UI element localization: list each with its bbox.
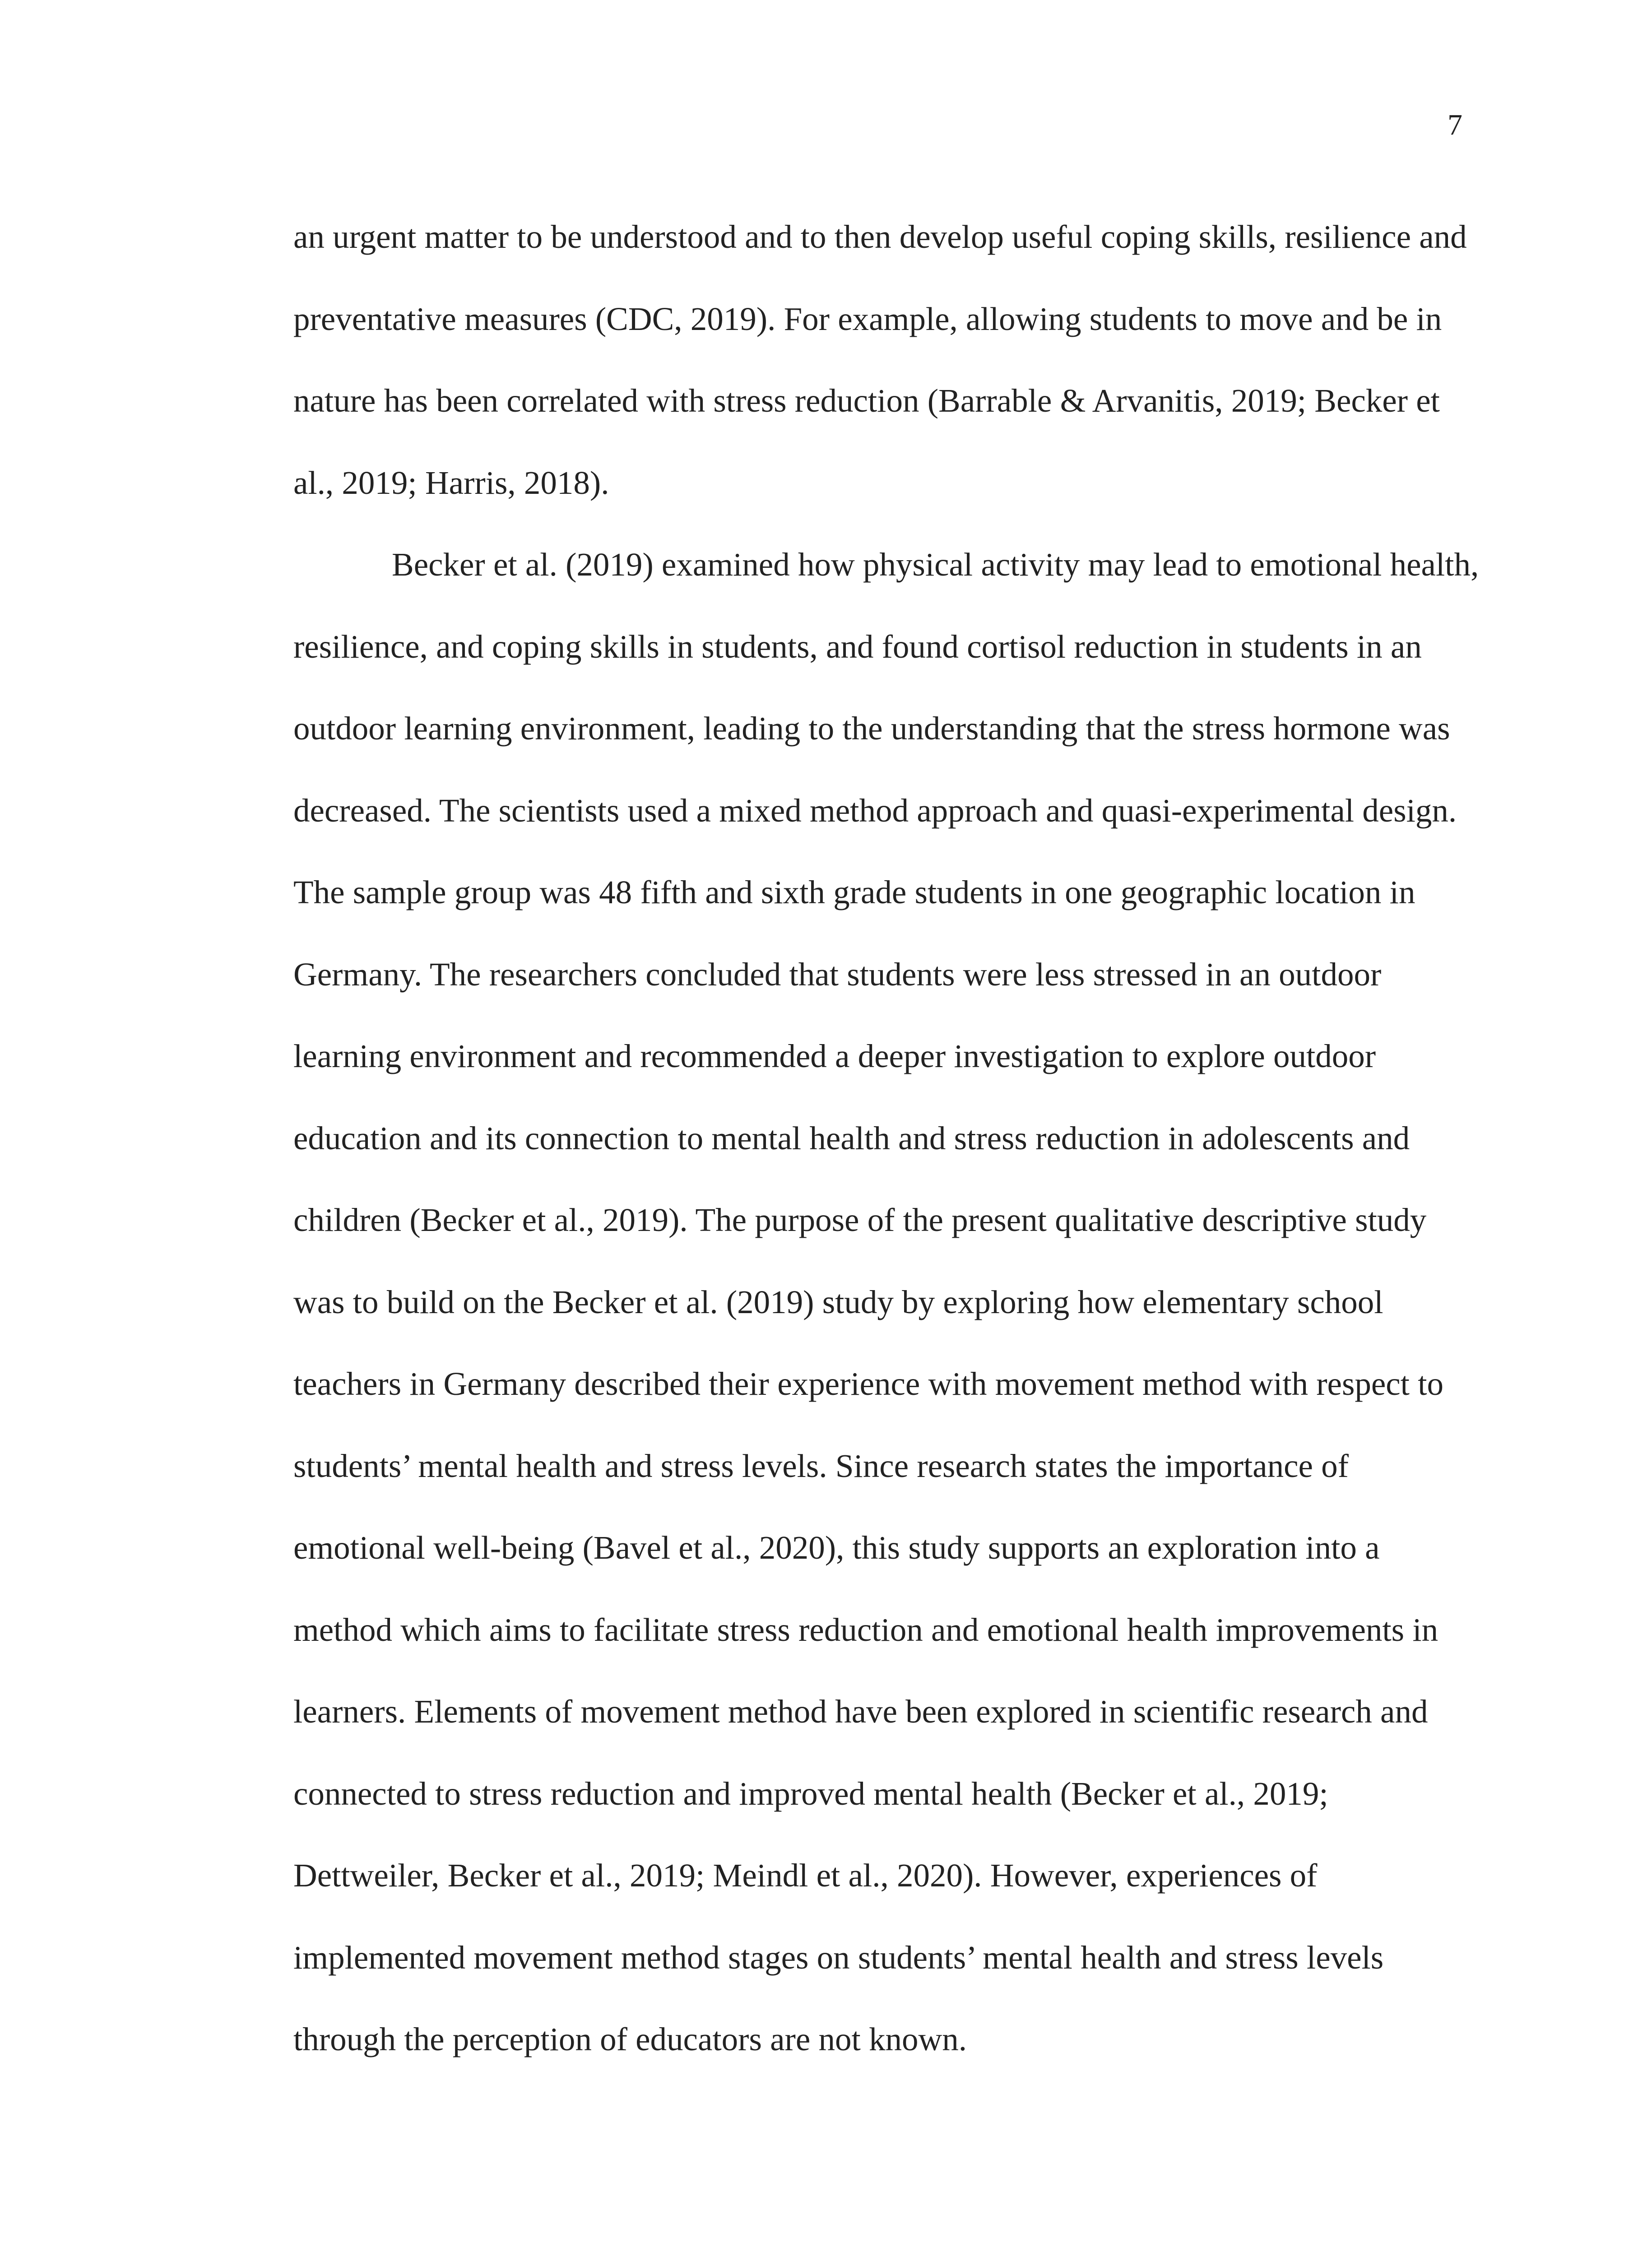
text-line: children (Becker et al., 2019). The purpose of the present qualitative descriptive study [293, 1202, 1427, 1238]
text-line: Germany. The researchers concluded that students were less stressed in an outdoor [293, 956, 1382, 993]
text-line: The sample group was 48 fifth and sixth grade students in one geographic location in [293, 874, 1415, 910]
text-line: teachers in Germany described their experience with movement method with respect to [293, 1365, 1443, 1402]
text-line: was to build on the Becker et al. (2019) study by exploring how elementary school [293, 1284, 1383, 1320]
text-line: connected to stress reduction and improved mental health (Becker et al., 2019; [293, 1775, 1328, 1812]
text-line: decreased. The scientists used a mixed method approach and quasi-experimental design. [293, 792, 1457, 829]
text-line: learning environment and recommended a deeper investigation to explore outdoor [293, 1038, 1376, 1074]
text-line: implemented movement method stages on students’ mental health and stress levels [293, 1939, 1384, 1976]
text-line: resilience, and coping skills in students, and found cortisol reduction in students in an [293, 628, 1422, 665]
page-number: 7 [1448, 108, 1462, 141]
text-line: preventative measures (CDC, 2019). For example, allowing students to move and be in [293, 301, 1442, 337]
text-line: method which aims to facilitate stress reduction and emotional health improvements in [293, 1611, 1439, 1648]
paragraph-first-line: Becker et al. (2019) examined how physical activity may lead to emotional health, [392, 546, 1479, 583]
text-line: nature has been correlated with stress reduction (Barrable & Arvanitis, 2019; Becker et [293, 382, 1440, 419]
text-line: al., 2019; Harris, 2018). [293, 464, 609, 501]
text-line: education and its connection to mental health and stress reduction in adolescents and [293, 1120, 1410, 1156]
text-line: emotional well-being (Bavel et al., 2020), this study supports an exploration into a [293, 1529, 1380, 1566]
text-line: outdoor learning environment, leading to the understanding that the stress hormone was [293, 710, 1450, 747]
text-line: through the perception of educators are not known. [293, 2021, 967, 2057]
text-line: learners. Elements of movement method have been explored in scientific research and [293, 1693, 1428, 1730]
text-line: Dettweiler, Becker et al., 2019; Meindl et al., 2020). However, experiences of [293, 1857, 1318, 1894]
text-line: an urgent matter to be understood and to then develop useful coping skills, resilience and [293, 218, 1467, 255]
text-line: students’ mental health and stress levels. Since research states the importance of [293, 1448, 1349, 1484]
